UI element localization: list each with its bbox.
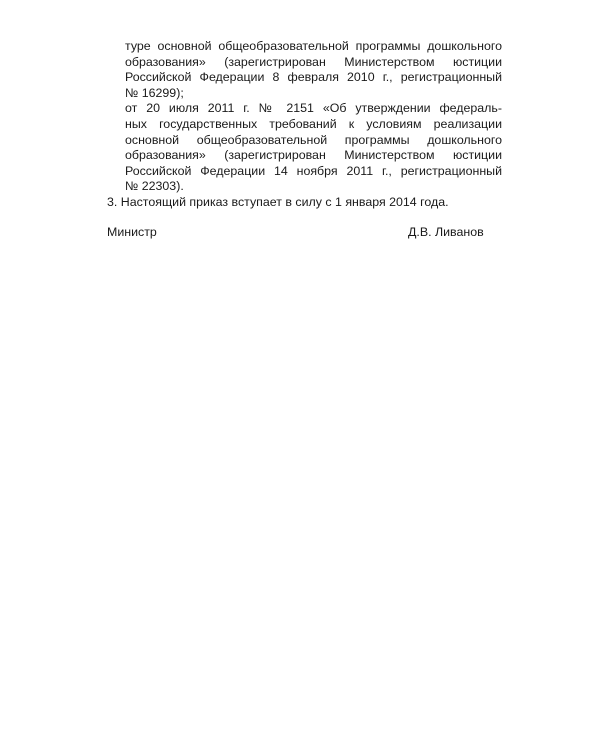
text-line: основной общеобразовательной программы дошкольного (125, 132, 502, 147)
body-paragraph (125, 39, 502, 195)
text-line: № 22303). (125, 179, 184, 194)
text-line: Российской Федерации 8 февраля 2010 г., регистрационный (125, 70, 502, 85)
text-line: № 16299); (125, 85, 184, 100)
signatory-name: Д.В. Ливанов (408, 225, 484, 239)
text-line: туре основной общеобразовательной программы дошкольного (125, 39, 502, 53)
text-line: образования» (зарегистрирован Министерством юстиции (125, 148, 502, 163)
text-line: Российской Федерации 14 ноября 2011 г., регистрационный (125, 163, 502, 178)
text-line: от 20 июля 2011 г. № 2151 «Об утверждении федераль- (125, 101, 502, 116)
effective-date-clause: 3. Настоящий приказ вступает в силу с 1 января 2014 года. (107, 195, 449, 209)
signatory-position: Министр (107, 225, 157, 239)
text-line: ных государственных требований к условиям реализации (125, 116, 502, 131)
text-line: образования» (зарегистрирован Министерством юстиции (125, 54, 502, 69)
